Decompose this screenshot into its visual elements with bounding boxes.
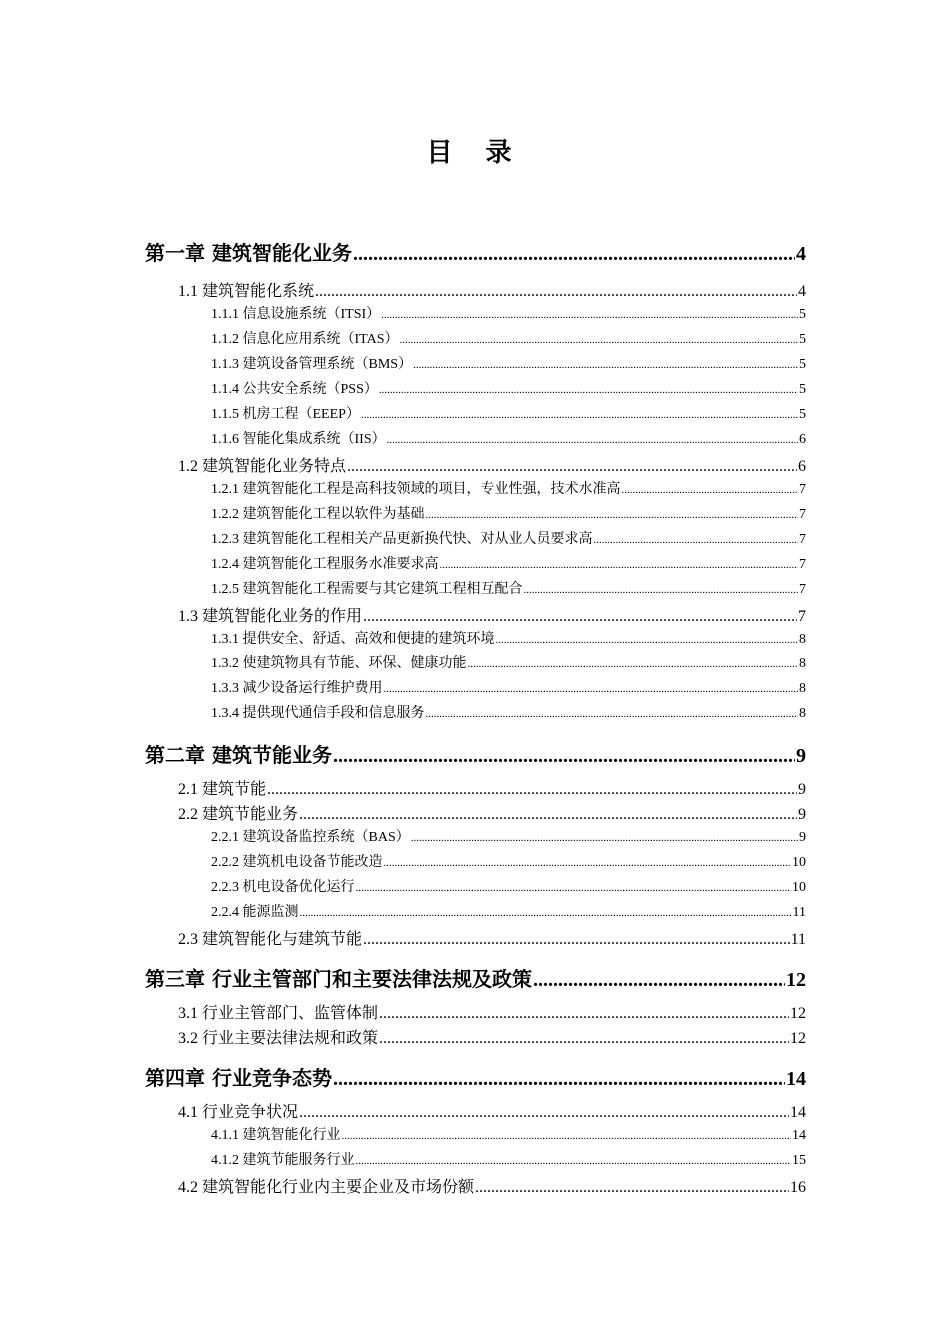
toc-entry-title: 1.1.2 信息化应用系统（ITAS） [211, 332, 399, 347]
toc-subsection-entry[interactable] [211, 353, 806, 373]
toc-entry-page-number: 15 [792, 1153, 806, 1168]
toc-entry-page-number: 4 [796, 243, 806, 265]
toc-entry-title: 1.2.4 建筑智能化工程服务水准要求高 [211, 557, 439, 572]
toc-section-entry[interactable] [178, 1000, 806, 1023]
dot-leader [594, 532, 799, 548]
toc-subsection-entry[interactable] [211, 702, 806, 722]
toc-entry-title: 第四章 行业竞争态势 [145, 1066, 332, 1090]
toc-entry-page-number: 5 [799, 357, 806, 372]
toc-entry-page-number: 5 [799, 407, 806, 422]
toc-entry-title: 2.2 建筑节能业务 [178, 806, 299, 823]
toc-subsection-entry[interactable] [211, 851, 806, 871]
toc-entry-title: 1.2.2 建筑智能化工程以软件为基础 [211, 507, 425, 522]
toc-subsection-entry[interactable] [211, 901, 806, 921]
toc-entry-page-number: 7 [798, 608, 806, 625]
toc-chapter-entry[interactable] [145, 739, 806, 768]
toc-entry-title: 2.2.3 机电设备优化运行 [211, 880, 355, 895]
toc-entry-page-number: 14 [792, 1128, 806, 1143]
toc-entry-title: 4.1 行业竞争状况 [178, 1104, 299, 1121]
dot-leader [315, 283, 797, 301]
toc-entry-title: 1.1 建筑智能化系统 [178, 283, 315, 300]
toc-section-entry[interactable] [178, 278, 806, 301]
toc-entry-page-number: 7 [799, 557, 806, 572]
toc-section-entry[interactable] [178, 603, 806, 626]
toc-entry-page-number: 5 [799, 307, 806, 322]
toc-entry-title: 1.1.5 机房工程（EEEP） [211, 407, 360, 422]
toc-entry-page-number: 8 [799, 681, 806, 696]
dot-leader [387, 432, 798, 448]
toc-section-entry[interactable] [178, 776, 806, 799]
toc-entry-title: 2.2.4 能源监测 [211, 905, 299, 920]
toc-entry-page-number: 8 [799, 656, 806, 671]
toc-entry-title: 1.2.1 建筑智能化工程是高科技领域的项目，专业性强，技术水准高 [211, 482, 621, 497]
toc-entry-page-number: 7 [799, 507, 806, 522]
toc-subsection-entry[interactable] [211, 1149, 806, 1169]
toc-subsection-entry[interactable] [211, 652, 806, 672]
toc-entry-page-number: 11 [792, 905, 806, 920]
dot-leader [468, 656, 799, 672]
toc-entry-page-number: 5 [799, 332, 806, 347]
toc-entry-title: 1.1.6 智能化集成系统（IIS） [211, 432, 386, 447]
toc-entry-title: 1.2.5 建筑智能化工程需要与其它建筑工程相互配合 [211, 582, 523, 597]
toc-subsection-entry[interactable] [211, 428, 806, 448]
dot-leader [342, 1128, 792, 1144]
toc-entry-page-number: 4 [798, 283, 806, 300]
toc-entry-title: 2.3 建筑智能化与建筑节能 [178, 931, 363, 948]
toc-entry-title: 1.3 建筑智能化业务的作用 [178, 608, 363, 625]
dot-leader [622, 482, 799, 498]
toc-subsection-entry[interactable] [211, 1124, 806, 1144]
toc-entry-title: 4.2 建筑智能化行业内主要企业及市场份额 [178, 1179, 475, 1196]
toc-subsection-entry[interactable] [211, 403, 806, 423]
dot-leader [411, 830, 798, 846]
toc-entry-page-number: 7 [799, 532, 806, 547]
toc-subsection-entry[interactable] [211, 876, 806, 896]
toc-subsection-entry[interactable] [211, 328, 806, 348]
toc-section-entry[interactable] [178, 1174, 806, 1197]
dot-leader [363, 931, 790, 949]
toc-entry-page-number: 10 [792, 880, 806, 895]
toc-subsection-entry[interactable] [211, 628, 806, 648]
toc-chapter-entry[interactable] [145, 237, 806, 266]
toc-entry-title: 1.1.1 信息设施系统（ITSI） [211, 307, 381, 322]
toc-entry-page-number: 8 [799, 632, 806, 647]
toc-entry-page-number: 9 [798, 781, 806, 798]
dot-leader [379, 1005, 789, 1023]
dot-leader [440, 557, 799, 573]
toc-subsection-entry[interactable] [211, 553, 806, 573]
toc-entry-page-number: 5 [799, 382, 806, 397]
toc-entry-page-number: 12 [790, 1005, 806, 1022]
dot-leader [496, 632, 799, 648]
toc-chapter-entry[interactable] [145, 963, 806, 992]
dot-leader [384, 681, 799, 697]
dot-leader [267, 781, 797, 799]
toc-entry-title: 1.3.1 提供安全、舒适、高效和便捷的建筑环境 [211, 632, 495, 647]
dot-leader [426, 507, 799, 523]
toc-entry-page-number: 8 [799, 706, 806, 721]
toc-entry-page-number: 9 [798, 806, 806, 823]
dot-leader [413, 357, 798, 373]
toc-section-entry[interactable] [178, 1099, 806, 1122]
dot-leader [299, 1104, 789, 1122]
dot-leader [426, 706, 799, 722]
dot-leader [384, 855, 792, 871]
toc-subsection-entry[interactable] [211, 826, 806, 846]
dot-leader [400, 332, 799, 348]
toc-subsection-entry[interactable] [211, 303, 806, 323]
toc-entry-page-number: 9 [796, 745, 806, 767]
dot-leader [333, 743, 795, 768]
dot-leader [379, 1030, 789, 1048]
toc-entry-page-number: 10 [792, 855, 806, 870]
toc-section-entry[interactable] [178, 453, 806, 476]
dot-leader [353, 241, 795, 266]
toc-entry-page-number: 6 [799, 432, 806, 447]
dot-leader [299, 806, 797, 824]
toc-entry-page-number: 14 [790, 1104, 806, 1121]
toc-entry-page-number: 12 [790, 1030, 806, 1047]
toc-entry-page-number: 7 [799, 482, 806, 497]
toc-subsection-entry[interactable] [211, 528, 806, 548]
toc-section-entry[interactable] [178, 926, 806, 949]
toc-entry-page-number: 11 [790, 931, 806, 948]
toc-entry-page-number: 6 [798, 458, 806, 475]
toc-entry-title: 3.1 行业主管部门、监管体制 [178, 1005, 379, 1022]
toc-entry-title: 第二章 建筑节能业务 [145, 743, 332, 767]
toc-entry-page-number: 9 [799, 830, 806, 845]
dot-leader [300, 905, 792, 921]
toc-entry-title: 1.3.2 使建筑物具有节能、环保、健康功能 [211, 656, 467, 671]
dot-leader [524, 582, 799, 598]
toc-entry-title: 1.1.3 建筑设备管理系统（BMS） [211, 357, 413, 372]
toc-title: 目 录 [426, 138, 524, 168]
dot-leader [333, 1066, 785, 1091]
toc-entry-title: 2.2.2 建筑机电设备节能改造 [211, 855, 383, 870]
toc-section-entry[interactable] [178, 1025, 806, 1048]
toc-subsection-entry[interactable] [211, 478, 806, 498]
toc-entry-title: 1.3.4 提供现代通信手段和信息服务 [211, 706, 425, 721]
dot-leader [379, 382, 798, 398]
dot-leader [363, 608, 797, 626]
toc-entry-title: 4.1.1 建筑智能化行业 [211, 1128, 341, 1143]
toc-entry-title: 1.1.4 公共安全系统（PSS） [211, 382, 378, 397]
toc-entry-title: 3.2 行业主要法律法规和政策 [178, 1030, 379, 1047]
toc-subsection-entry[interactable] [211, 578, 806, 598]
toc-entry-page-number: 14 [786, 1068, 806, 1090]
toc-entry-title: 4.1.2 建筑节能服务行业 [211, 1153, 355, 1168]
dot-leader [475, 1179, 789, 1197]
toc-entry-page-number: 16 [790, 1179, 806, 1196]
toc-entry-title: 1.2.3 建筑智能化工程相关产品更新换代快、对从业人员要求高 [211, 532, 593, 547]
toc-entry-title: 1.2 建筑智能化业务特点 [178, 458, 347, 475]
dot-leader [381, 307, 798, 323]
toc-entry-title: 2.1 建筑节能 [178, 781, 267, 798]
dot-leader [356, 880, 792, 896]
dot-leader [361, 407, 798, 423]
dot-leader [356, 1153, 792, 1169]
toc-entry-page-number: 7 [799, 582, 806, 597]
toc-entry-title: 第三章 行业主管部门和主要法律法规及政策 [145, 967, 532, 991]
toc-subsection-entry[interactable] [211, 677, 806, 697]
toc-entry-title: 2.2.1 建筑设备监控系统（BAS） [211, 830, 410, 845]
toc-subsection-entry[interactable] [211, 503, 806, 523]
toc-entry-title: 第一章 建筑智能化业务 [145, 241, 352, 265]
dot-leader [347, 458, 797, 476]
toc-subsection-entry[interactable] [211, 378, 806, 398]
toc-entry-page-number: 12 [786, 969, 806, 991]
toc-chapter-entry[interactable] [145, 1062, 806, 1091]
toc-entry-title: 1.3.3 减少设备运行维护费用 [211, 681, 383, 696]
toc-section-entry[interactable] [178, 801, 806, 824]
dot-leader [533, 967, 785, 992]
